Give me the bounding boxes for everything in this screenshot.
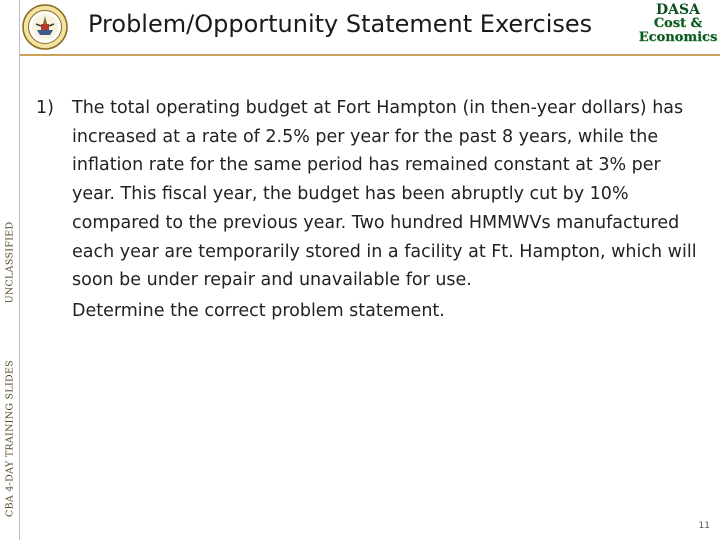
logo-line-3: Economics bbox=[638, 30, 718, 45]
exercise-prompt: Determine the correct problem statement. bbox=[72, 300, 445, 321]
exercise-text: The total operating budget at Fort Hampton (in then-year dollars) has increased at a rate of 2.5% per year for the past 8 years, while the inflation rate for the same period has remained constant at 3% per year. This fiscal year, the budget has been abruptly cut by 10% compared to the previous year. Two hundred HMMWVs manufactured each year are temporarily stored in a facility at Ft. Hampton, which will soon be under repair and unavailable for use. bbox=[72, 98, 697, 291]
dasa-logo bbox=[638, 3, 718, 49]
side-divider bbox=[19, 0, 20, 540]
exercise-item bbox=[36, 94, 716, 326]
exercise-number: 1) bbox=[36, 98, 54, 118]
slide-title: Problem/Opportunity Statement Exercises bbox=[88, 10, 593, 38]
logo-line-1: DASA bbox=[656, 2, 700, 18]
header-rule bbox=[20, 54, 720, 56]
course-label: CBA 4-DAY TRAINING SLIDES bbox=[4, 360, 16, 517]
army-seal-icon bbox=[22, 4, 68, 50]
page-number: 11 bbox=[698, 521, 710, 531]
logo-line-2: Cost & bbox=[653, 16, 703, 31]
classification-label: UNCLASSIFIED bbox=[4, 221, 16, 304]
